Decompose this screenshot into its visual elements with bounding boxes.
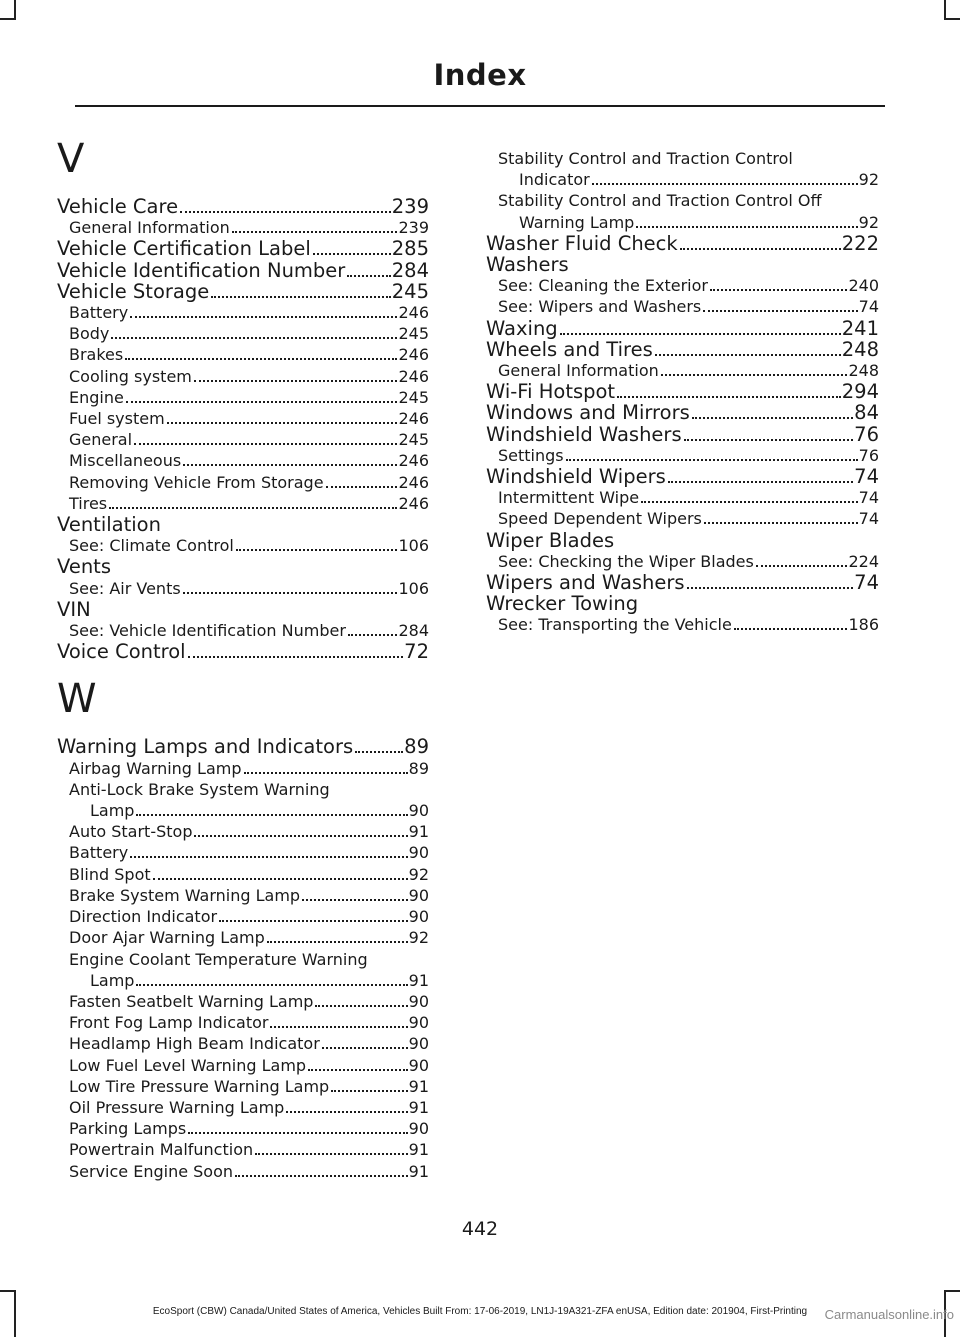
- index-subentry[interactable]: Parking Lamps 90: [69, 1119, 429, 1139]
- index-subentry[interactable]: See: Vehicle Identification Number 284: [69, 621, 429, 641]
- index-subentry[interactable]: Speed Dependent Wipers 74: [498, 509, 879, 529]
- index-heading: Wrecker Towing: [486, 592, 639, 616]
- index-subentry[interactable]: See: Checking the Wiper Blades 224: [498, 551, 879, 571]
- index-subentry[interactable]: Powertrain Malfunction 91: [69, 1140, 429, 1160]
- index-subentry[interactable]: Front Fog Lamp Indicator 90: [69, 1013, 429, 1033]
- index-subentry[interactable]: Body 245: [69, 324, 429, 344]
- index-subentry[interactable]: Door Ajar Warning Lamp 92: [69, 928, 429, 948]
- index-subentry[interactable]: Brake System Warning Lamp 90: [69, 885, 429, 905]
- index-subentry[interactable]: General 245: [69, 430, 429, 450]
- crop-mark-bottom-left-h: [0, 1290, 16, 1292]
- index-column-left: [57, 136, 429, 1182]
- index-entry[interactable]: Vehicle Storage 245: [57, 279, 429, 303]
- index-subentry[interactable]: General Information 248: [498, 361, 879, 381]
- index-subentry-continuation[interactable]: Warning Lamp 92: [519, 212, 879, 232]
- index-entry[interactable]: Windows and Mirrors 84: [486, 401, 879, 425]
- index-subentry[interactable]: Cooling system 246: [69, 366, 429, 386]
- section-letter-w: W: [57, 676, 97, 723]
- watermark: Carmanualsonline.info: [824, 1307, 954, 1322]
- index-subentry[interactable]: Intermittent Wipe 74: [498, 488, 879, 508]
- index-subentry[interactable]: Headlamp High Beam Indicator 90: [69, 1034, 429, 1054]
- index-subentry[interactable]: Auto Start-Stop 91: [69, 822, 429, 842]
- footer-text: EcoSport (CBW) Canada/United States of America, Vehicles Built From: 17-06-2019, LN1J-19A321-ZFA enUSA, Edition date: 201904, First-Printing: [152, 1306, 808, 1317]
- index-subentry[interactable]: Oil Pressure Warning Lamp 91: [69, 1097, 429, 1117]
- index-subentry[interactable]: Low Tire Pressure Warning Lamp 91: [69, 1076, 429, 1096]
- crop-mark-top-left-h: [0, 18, 16, 20]
- index-column-right: [486, 148, 879, 636]
- crop-mark-bottom-right-h: [944, 1290, 960, 1292]
- index-entry[interactable]: Windshield Wipers 74: [486, 465, 879, 489]
- index-subentry[interactable]: See: Cleaning the Exterior 240: [498, 276, 879, 296]
- page-title: Index: [433, 58, 527, 92]
- section-letter-v: V: [57, 136, 85, 182]
- index-subentry: Stability Control and Traction Control Off: [498, 191, 822, 211]
- crop-mark-top-right: [944, 0, 946, 18]
- index-heading: Wiper Blades: [486, 528, 615, 552]
- index-entry[interactable]: Vehicle Care 239: [57, 195, 429, 218]
- index-subentry[interactable]: See: Transporting the Vehicle 186: [498, 615, 879, 635]
- index-entry[interactable]: Warning Lamps and Indicators 89: [57, 735, 429, 759]
- index-subentry[interactable]: Service Engine Soon 91: [69, 1161, 429, 1181]
- index-subentry-continuation[interactable]: Lamp 91: [90, 970, 429, 990]
- index-subentry[interactable]: General Information 239: [69, 218, 429, 238]
- index-subentry: Anti-Lock Brake System Warning: [69, 779, 330, 799]
- index-subentry: Engine Coolant Temperature Warning: [69, 949, 368, 969]
- index-subentry[interactable]: Battery 90: [69, 843, 429, 863]
- index-subentry-continuation[interactable]: Indicator 92: [519, 170, 879, 190]
- index-heading: Washers: [486, 253, 569, 277]
- index-subentry[interactable]: Tires 246: [69, 493, 429, 513]
- index-entry[interactable]: Vehicle Identification Number 284: [57, 258, 429, 282]
- page-number: 442: [461, 1218, 499, 1240]
- index-subentry[interactable]: Removing Vehicle From Storage 246: [69, 472, 429, 492]
- index-subentry[interactable]: Engine 245: [69, 387, 429, 407]
- index-entry[interactable]: Washer Fluid Check 222: [486, 231, 879, 255]
- index-entry[interactable]: Windshield Washers 76: [486, 422, 879, 446]
- index-heading: Vents: [57, 555, 111, 579]
- index-subentry[interactable]: See: Climate Control 106: [69, 536, 429, 556]
- index-subentry[interactable]: Settings 76: [498, 445, 879, 465]
- index-subentry: Stability Control and Traction Control: [498, 149, 793, 168]
- index-entry[interactable]: Wi-Fi Hotspot 294: [486, 380, 879, 404]
- index-subentry[interactable]: Airbag Warning Lamp 89: [69, 758, 429, 778]
- index-subentry[interactable]: Blind Spot 92: [69, 864, 429, 884]
- index-heading: Ventilation: [57, 513, 161, 537]
- index-subentry[interactable]: Brakes 246: [69, 345, 429, 365]
- index-entry[interactable]: Wheels and Tires 248: [486, 337, 879, 361]
- index-subentry[interactable]: Miscellaneous 246: [69, 451, 429, 471]
- index-subentry[interactable]: Battery 246: [69, 303, 429, 323]
- index-subentry[interactable]: Fuel system 246: [69, 409, 429, 429]
- index-subentry[interactable]: Low Fuel Level Warning Lamp 90: [69, 1055, 429, 1075]
- index-subentry[interactable]: Direction Indicator 90: [69, 907, 429, 927]
- crop-mark-top-left: [14, 0, 16, 18]
- header-rule: [75, 105, 885, 107]
- index-entry[interactable]: Waxing 241: [486, 316, 879, 340]
- index-entry[interactable]: Voice Control 72: [57, 640, 429, 664]
- index-subentry[interactable]: Fasten Seatbelt Warning Lamp 90: [69, 991, 429, 1011]
- index-subentry-continuation[interactable]: Lamp 90: [90, 801, 429, 821]
- index-entry[interactable]: Vehicle Certification Label 285: [57, 237, 429, 261]
- index-entry[interactable]: Wipers and Washers 74: [486, 571, 879, 595]
- index-subentry[interactable]: See: Air Vents 106: [69, 578, 429, 598]
- index-subentry[interactable]: See: Wipers and Washers 74: [498, 297, 879, 317]
- crop-mark-top-right-h: [944, 18, 960, 20]
- index-heading: VIN: [57, 597, 91, 621]
